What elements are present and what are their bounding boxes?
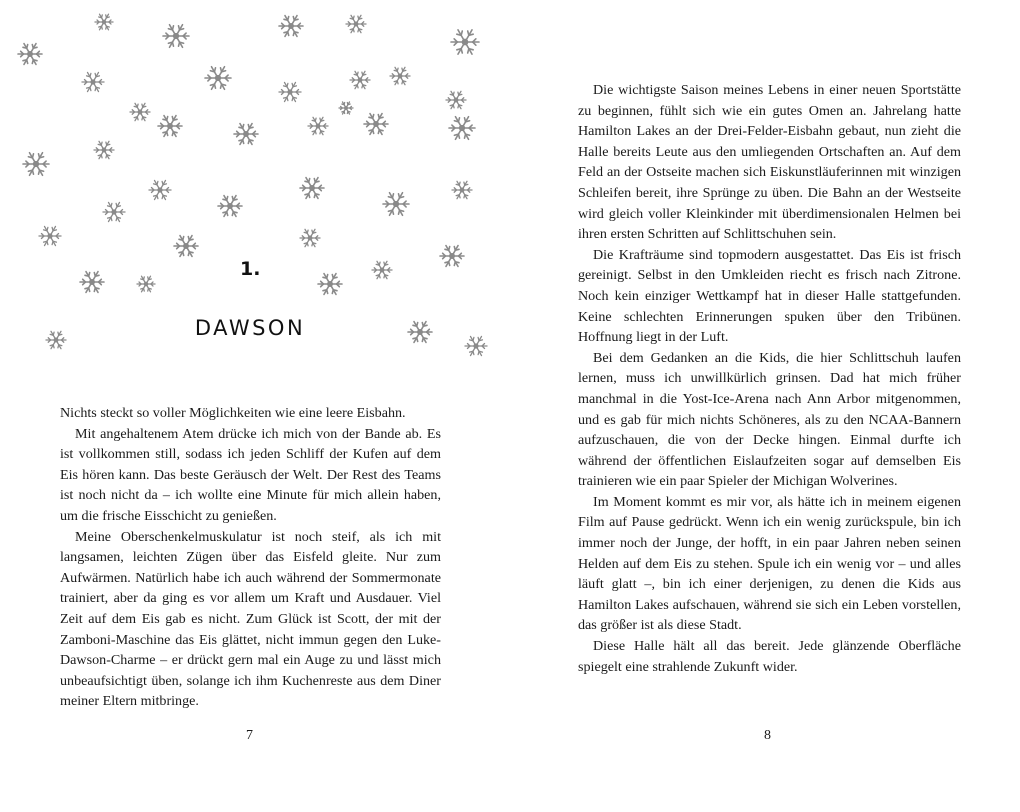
paragraph: Im Moment kommt es mir vor, als hätte ich in meinem eigenen Film auf Pause gedrückt. Wenn ich ein wenig zurückspule, bin ich immer noch der Junge, der hofft, in ein paar Jahren neben seinen Helden auf dem Eis zu stehen. Spule ich ein wenig vor – und alles läuft glatt –, bin ich einer derjenigen, zu denen die Kids aus Hamilton Lakes aufschauen, während sie sich ein Leben vorstellen, das größer ist als diese Stadt. — [578, 493, 961, 634]
snowflake-icon — [130, 103, 150, 120]
snowflake-icon — [465, 336, 487, 355]
snowflake-icon — [279, 82, 301, 101]
snowflake-icon — [308, 117, 328, 134]
snowflake-icon — [440, 246, 464, 267]
paragraph: Die wichtigste Saison meines Lebens in einer neuen Sportstätte zu beginnen, fühlt sich wie ein gutes Omen an. Jahrelang hatte Hamilton Lakes an der Drei-Felder-Eisbahn gebaut, nun zieht die Halle bereits Leute aus den umliegenden Ortschaften an. Auf dem Feld an der Ostseite machen sich Eiskunstläuferinnen mit winzigen Schleifen bereit, ihre Sprünge zu üben. Die Bahn an der Westseite wird gleich voller Kleinkinder mit überdimensionalen Helmen bei ihren ersten Schritten auf Schlittschuhen sein. — [578, 82, 961, 243]
snowflake-icon — [18, 44, 42, 65]
paragraph: Diese Halle hält all das bereit. Jede glänzende Oberfläche spiegelt eine strahlende Zukunft wider. — [578, 638, 961, 675]
snowflake-icon — [39, 226, 61, 245]
snowflake-icon — [163, 25, 189, 48]
snowflake-icon — [372, 261, 392, 278]
snowflake-icon — [158, 116, 182, 137]
snowflake-icon — [452, 181, 472, 198]
snowflake-icon — [300, 229, 320, 246]
snowflake-icon — [339, 102, 353, 114]
snowflake-icon — [94, 141, 114, 158]
snowflake-icon — [279, 16, 303, 37]
chapter-number: 1. — [240, 258, 261, 280]
chapter-title: DAWSON — [194, 316, 306, 340]
left-page-text — [60, 403, 441, 712]
snowflake-icon — [346, 15, 366, 32]
right-page-text — [578, 80, 961, 677]
snowflake-icon — [350, 71, 370, 88]
paragraph: Mit angehaltenem Atem drücke ich mich von der Bande ab. Es ist vollkommen still, sodass ich jeden Schliff der Kufen auf dem Eis hören kann. Das beste Geräusch der Welt. Der Rest des Teams ist noch nicht da – ich wollte eine Minute für mich allein haben, um die frische Eisschicht zu genießen. — [60, 425, 441, 524]
snowflake-icon — [82, 72, 104, 91]
paragraph: Die Krafträume sind topmodern ausgestattet. Das Eis ist frisch gereinigt. Selbst in den Umkleiden riecht es frisch nach Zitrone. Noch kein einziger Wettkampf hat in dieser Halle stattgefunden. Keine schlechten Erinnerungen spuken über den Tribünen. Hoffnung liegt in der Luft. — [578, 246, 961, 346]
snowflake-icon — [390, 67, 410, 84]
snowflake-icon — [383, 193, 409, 216]
snowflake-icon — [318, 274, 342, 295]
snowflake-icon — [103, 202, 125, 221]
snowflake-icon — [95, 14, 113, 30]
snowflake-icon — [300, 178, 324, 199]
snowflake-icon — [449, 117, 475, 140]
snowflake-icon — [174, 236, 198, 257]
snowflake-icon — [149, 180, 171, 199]
page-number-right: 8 — [764, 728, 771, 743]
snowflake-icon — [446, 91, 466, 108]
paragraph: Nichts steckt so voller Möglichkeiten wie eine leere Eisbahn. — [60, 405, 406, 421]
snowflake-icon — [218, 196, 242, 217]
snowflake-icon — [23, 153, 49, 176]
snowflake-icon — [80, 272, 104, 293]
paragraph: Meine Oberschenkelmuskulatur ist noch steif, als ich mit langsamen, leichten Zügen über das Eisfeld gleite. Nur zum Aufwärmen. Natürlich habe ich auch während der Sommermonate trainiert, aber da ging es vor allem um Kraft und Ausdauer. Viel Zeit auf dem Eis gab es nicht. Zum Glück ist Scott, der mit der Zamboni-Maschine das Eis glättet, nicht immun gegen den Luke-Dawson-Charme – er drückt gern mal ein Auge zu und lässt mich unbeaufsichtigt üben, solange ich ihm Kuchenreste aus dem Diner meiner Eltern mitbringe. — [60, 528, 441, 710]
snowflake-icon — [451, 30, 479, 54]
snowflake-icon — [234, 124, 258, 145]
snowflake-icon — [46, 331, 66, 348]
snowflake-icon — [364, 114, 388, 135]
snowflake-icon — [137, 276, 155, 292]
paragraph: Bei dem Gedanken an die Kids, die hier Schlittschuh laufen lernen, muss ich unwillkürlich grinsen. Dad hat mich früher manchmal in die Yost-Ice-Arena nach Ann Arbor mitgenommen, und es gab für mich nichts Schöneres, als zu den NCAA-Bannern aufzuschauen, die von der Decke hingen. Einmal durfte ich während der öffentlichen Eislaufzeiten sogar auf demselben Eis trainieren wie ein paar Spieler der Michigan Wolverines. — [578, 349, 961, 490]
snowflake-icon — [205, 67, 231, 90]
snowflake-decoration — [0, 0, 510, 370]
page-number-left: 7 — [246, 728, 253, 743]
snowflake-icon — [408, 322, 432, 343]
